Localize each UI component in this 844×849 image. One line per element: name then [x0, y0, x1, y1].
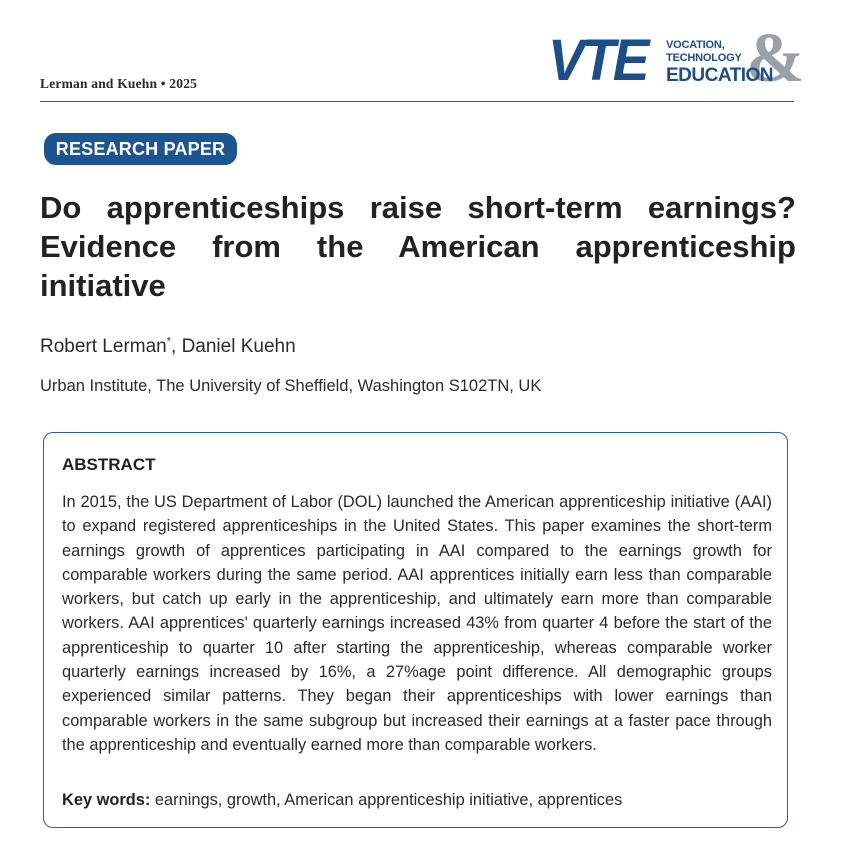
article-type-badge: RESEARCH PAPER — [44, 133, 237, 165]
logo-line-education: EDUCATION — [666, 65, 774, 86]
author-name[interactable]: Daniel Kuehn — [181, 336, 296, 357]
author-list — [40, 336, 296, 358]
article-title: Do apprenticeships raise short-term earnings? Evidence from the American apprenticeship initiative — [40, 190, 796, 303]
abstract-text: In 2015, the US Department of Labor (DOL) launched the American apprenticeship initiative (AAI) to expand registered apprenticeships in the United States. This paper examines the short-term earnings growth of apprentices participating in AAI compared to the earnings growth for comparable workers during the same period. AAI apprentices initially earn less than comparable workers, but catch up early in the apprenticeship, and ultimately earn more than comparable workers. AAI apprentices' quarterly earnings increased 43% from quarter 4 before the start of the apprenticeship to quarter 10 after starting the apprenticeship, whereas comparable worker quarterly earnings increased by 16%, a 27%age point difference. All demographic groups experienced similar patterns. They began their apprenticeships with lower earnings than comparable workers in the same subgroup but increased their earnings at a faster pace through the apprenticeship and eventually earned more than comparable workers. — [62, 493, 772, 754]
journal-logo[interactable] — [548, 20, 805, 97]
author-affiliation: Urban Institute, The University of Sheffield, Washington S102TN, UK — [40, 377, 542, 395]
header-divider — [40, 101, 794, 102]
logo-wordmark — [666, 40, 773, 85]
keywords-label: Key words: — [62, 791, 151, 809]
author-name[interactable]: Robert Lerman — [40, 336, 167, 357]
corresponding-author-mark[interactable]: * — [166, 335, 172, 348]
logo-line-vocation: VOCATION, — [666, 39, 725, 51]
logo-ampersand: & — [746, 20, 805, 97]
logo-line-technology: TECHNOLOGY — [666, 52, 742, 64]
keywords — [62, 791, 772, 810]
keywords-list: earnings, growth, American apprenticeship initiative, apprentices — [150, 791, 623, 809]
abstract-box — [43, 432, 788, 828]
logo-mark: VTE — [548, 28, 647, 93]
running-header-author: Lerman and Kuehn • 2025 — [40, 76, 198, 91]
author-separator: , — [171, 336, 182, 357]
abstract-heading: ABSTRACT — [62, 455, 156, 474]
